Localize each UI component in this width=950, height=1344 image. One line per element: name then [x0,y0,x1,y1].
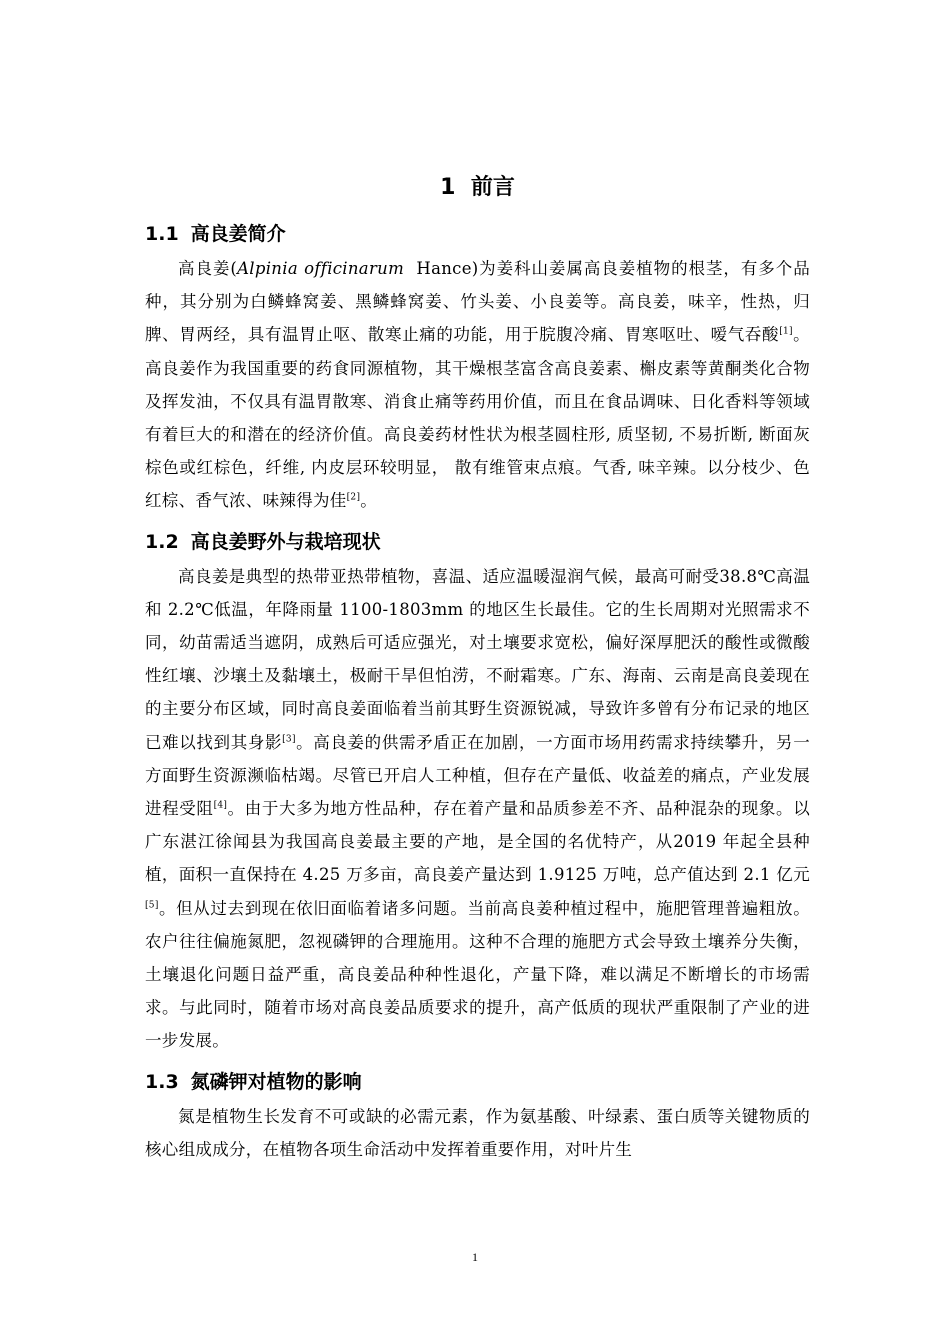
paragraph-1-2 [145,560,810,1058]
section-number: 1.3 [145,1070,179,1093]
section-title: 高良姜野外与栽培现状 [190,530,381,553]
text-run: Hance [404,259,472,278]
citation-1: [1] [779,326,793,337]
text-run: 。高良姜作为我国重要的药食同源植物，其干燥根茎富含高良姜素、槲皮素等黄酮类化合物及挥发油，不仅具有温胃散寒、消食止痛等药用价值，而且在食品调味、日化香料等领域有着巨大的和潜在的经济价值。高良姜药材性状为根茎圆柱形, 质坚韧, 不易折断, 断面灰棕色或红棕色，纤维, 内皮层环较明显， 散有维管束点痕。气香, 味辛辣。以分枝少、色红棕、香气浓、味辣得为佳 [145,325,810,511]
citation-3: [3] [282,734,296,745]
text-run: 。高良姜的供需矛盾正在加剧，一方面市场用药需求持续攀升，另一方面野生资源濒临枯竭。尽管已开启人工种植，但存在产量低、收益差的痛点，产业发展进程受阻 [145,732,810,819]
section-number: 1.1 [145,223,179,245]
paragraph-1-1 [145,252,810,518]
text-run: 。 [360,491,378,511]
text-run: 高良姜( [178,259,238,278]
section-heading-1-3 [145,1064,810,1100]
latin-name: Alpinia officinarum [237,259,405,278]
section-number: 1.2 [145,530,179,553]
citation-4: [4] [213,800,228,811]
text-run: 。但从过去到现在依旧面临着诸多问题。当前高良姜种植过程中，施肥管理普遍粗放。农户往往偏施氮肥，忽视磷钾的合理施用。这种不合理的施肥方式会导致土壤养分失衡，土壤退化问题日益严重，高良姜品种种性退化，产量下降，难以满足不断增长的市场需求。与此同时，随着市场对高良姜品质要求的提升，高产低质的现状严重限制了产业的进一步发展。 [145,898,810,1051]
section-heading-1-2 [145,524,810,560]
section-title: 氮磷钾对植物的影响 [190,1070,362,1093]
chapter-title: 前言 [470,175,515,200]
text-run: 。由于大多为地方性品种，存在着产量和品质参差不齐、品种混杂的现象。以广东湛江徐闻县为我国高良姜最主要的产地，是全国的名优特产，从2019 年起全县种植，面积一直保持在 4.25 万多亩，高良姜产量达到 1.9125 万吨，总产值达到 2.1 亿元 [145,799,810,885]
page-number: 1 [472,1250,478,1264]
page-body [145,168,810,1172]
citation-2: [2] [346,492,361,503]
chapter-heading [145,168,810,208]
text-run: 高良姜是典型的热带亚热带植物，喜温、适应温暖湿润气候，最高可耐受38.8℃高温和 2.2℃低温，年降雨量 1100-1803mm 的地区生长最佳。它的生长周期对光照需求不同，幼苗需适当遮阴，成熟后可适应强光，对土壤要求宽松，偏好深厚肥沃的酸性或微酸性红壤、沙壤土及黏壤土，极耐干旱但怕涝，不耐霜寒。广东、海南、云南是高良姜现在的主要分布区域，同时高良姜面临着当前其野生资源锐减，导致许多曾有分布记录的地区已难以找到其身影 [145,566,810,752]
citation-5: [5] [145,900,159,911]
text-run: )为姜科山姜属高良姜植物的根茎，有多个品种，其分别为白鳞蜂窝姜、黑鳞蜂窝姜、竹头姜、小良姜等。高良姜，味辛，性热，归脾、胃两经，具有温胃止呕、散寒止痛的功能，用于脘腹冷痛、胃寒呕吐、嗳气吞酸 [145,259,810,345]
text-run: 氮是植物生长发育不可或缺的必需元素，作为氨基酸、叶绿素、蛋白质等关键物质的核心组成成分，在植物各项生命活动中发挥着重要作用，对叶片生 [145,1106,810,1159]
section-heading-1-1 [145,216,810,252]
paragraph-1-3 [145,1100,810,1166]
section-title: 高良姜简介 [190,223,286,245]
chapter-number: 1 [440,175,456,200]
